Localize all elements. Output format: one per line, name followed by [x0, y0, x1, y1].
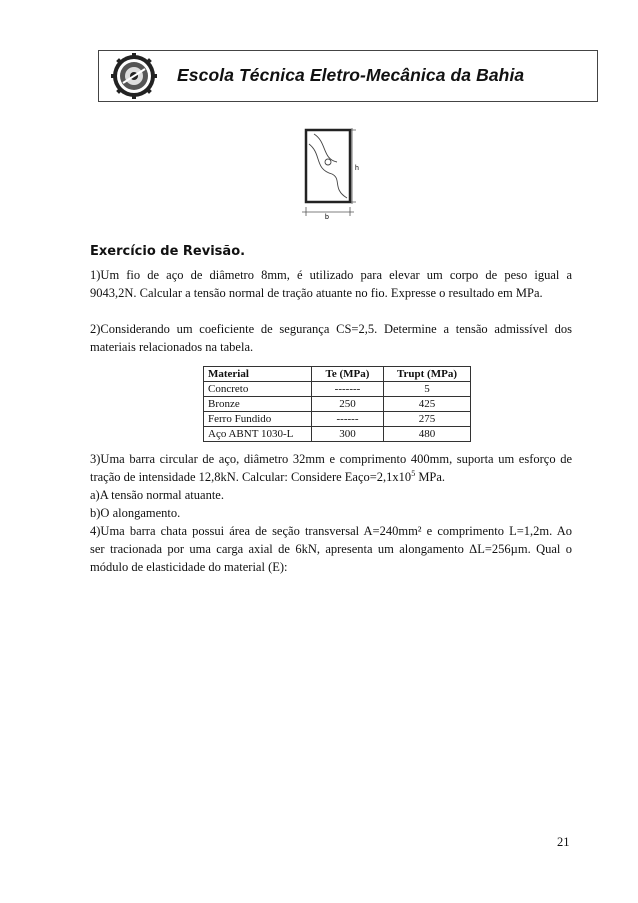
- question-3-item-a: a)A tensão normal atuante.: [90, 488, 224, 502]
- table-cell: 5: [384, 382, 471, 397]
- table-row: [204, 397, 471, 412]
- question-2-line-2: materiais relacionados na tabela.: [90, 340, 254, 354]
- cross-section-figure: [292, 124, 372, 219]
- gear-seal-logo-icon: [105, 53, 163, 99]
- table-cell: Bronze: [204, 397, 312, 412]
- question-2-line-1: 2)Considerando um coeficiente de segurança CS=2,5. Determine a tensão admissível dos: [90, 322, 572, 336]
- table-cell: -------: [312, 382, 384, 397]
- materials-table: [203, 366, 471, 442]
- question-1: [90, 266, 572, 302]
- question-3-line-2-text: tração de intensidade 12,8kN. Calcular: Considere Eaço=2,1x10: [90, 470, 412, 484]
- figure-label-h: h: [355, 165, 359, 172]
- table-cell: 300: [312, 427, 384, 442]
- table-header-row: [204, 367, 471, 382]
- question-3: [90, 450, 572, 522]
- table-cell: Concreto: [204, 382, 312, 397]
- question-3-line-2-unit: MPa.: [415, 470, 446, 484]
- table-cell: ------: [312, 412, 384, 427]
- table-cell: 250: [312, 397, 384, 412]
- table-header-trupt: Trupt (MPa): [384, 367, 471, 382]
- table-cell: 275: [384, 412, 471, 427]
- page-title: Exercício de Revisão.: [90, 244, 246, 259]
- question-4-line-1: 4)Uma barra chata possui área de seção transversal A=240mm² e comprimento L=1,2m. Ao: [90, 524, 572, 538]
- table-cell: 480: [384, 427, 471, 442]
- table-cell: 425: [384, 397, 471, 412]
- school-name: Escola Técnica Eletro-Mecânica da Bahia: [177, 65, 525, 85]
- table-row: [204, 412, 471, 427]
- question-4-line-3: módulo de elasticidade do material (E):: [90, 560, 288, 574]
- exponent: 5: [411, 469, 416, 478]
- question-3-line-2: [90, 468, 572, 486]
- page-number: 21: [557, 835, 570, 849]
- question-2: [90, 320, 572, 356]
- question-4-line-2: ser tracionada por uma carga axial de 6kN, apresenta um alongamento ΔL=256µm. Qual o: [90, 542, 572, 556]
- table-header-te: Te (MPa): [312, 367, 384, 382]
- school-header: [98, 50, 598, 102]
- question-3-item-b: b)O alongamento.: [90, 506, 181, 520]
- question-4: [90, 522, 572, 576]
- question-1-line-1: 1)Um fio de aço de diâmetro 8mm, é utilizado para elevar um corpo de peso igual a: [90, 268, 572, 282]
- question-3-line-1: 3)Uma barra circular de aço, diâmetro 32mm e comprimento 400mm, suporta um esforço de: [90, 452, 572, 466]
- figure-label-b: b: [325, 214, 329, 219]
- table-row: [204, 427, 471, 442]
- question-1-line-2: 9043,2N. Calcular a tensão normal de tração atuante no fio. Expresse o resultado em MPa.: [90, 286, 543, 300]
- table-row: [204, 382, 471, 397]
- table-cell: Aço ABNT 1030-L: [204, 427, 312, 442]
- table-cell: Ferro Fundido: [204, 412, 312, 427]
- table-header-material: Material: [204, 367, 312, 382]
